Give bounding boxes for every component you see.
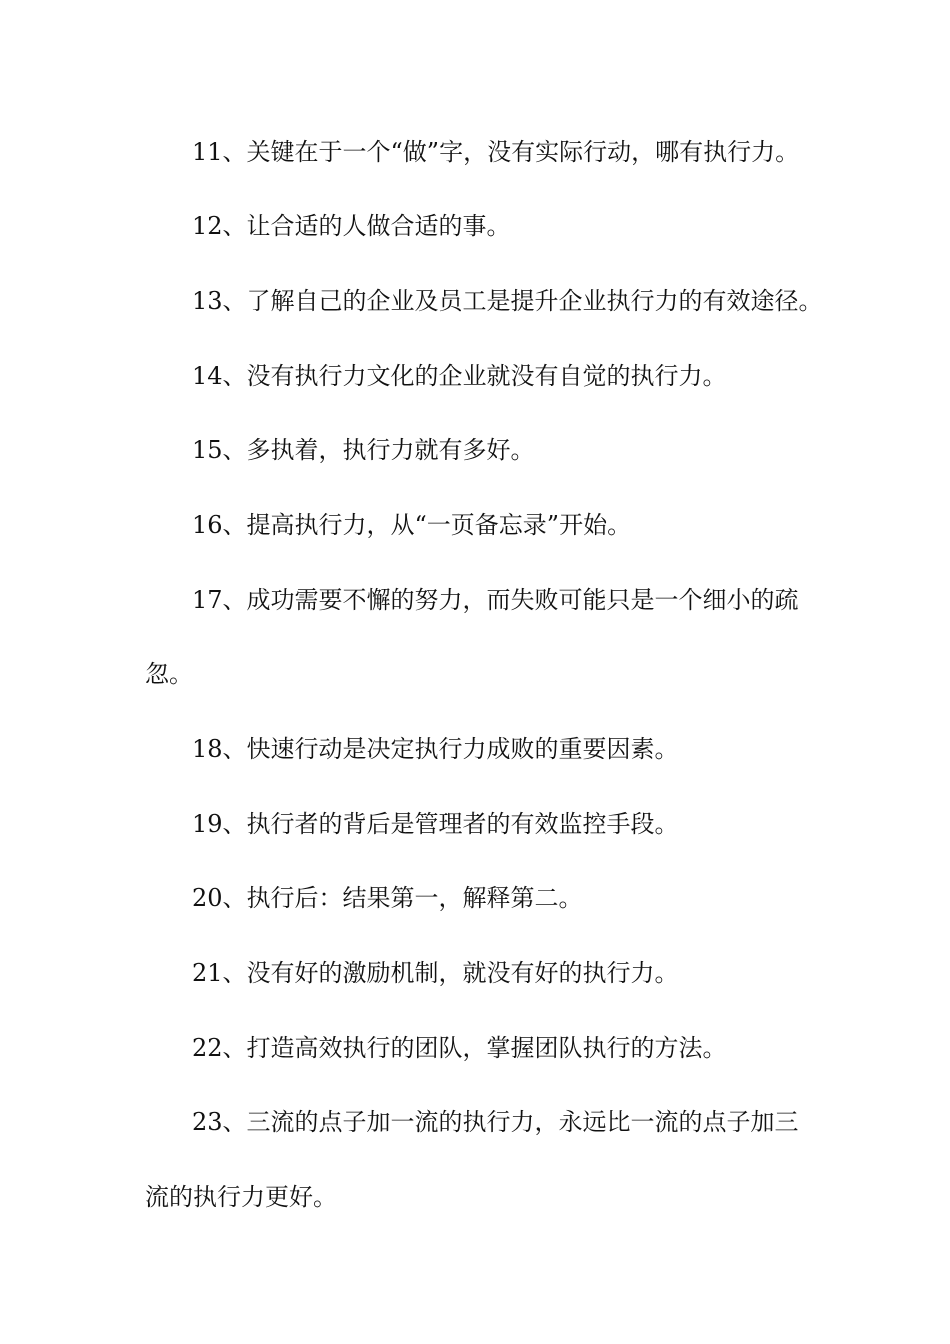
paragraph-18: 18、快速行动是决定执行力成败的重要因素。 (192, 735, 679, 763)
paragraph-17-line-2: 忽。 (145, 660, 193, 688)
paragraph-20: 20、执行后：结果第一，解释第二。 (192, 884, 583, 912)
paragraph-23-line-1: 23、三流的点子加一流的执行力，永远比一流的点子加三 (192, 1108, 799, 1136)
paragraph-15: 15、多执着，执行力就有多好。 (192, 436, 535, 464)
paragraph-14: 14、没有执行力文化的企业就没有自觉的执行力。 (192, 362, 727, 390)
paragraph-21: 21、没有好的激励机制，就没有好的执行力。 (192, 959, 679, 987)
paragraph-22: 22、打造高效执行的团队，掌握团队执行的方法。 (192, 1034, 727, 1062)
paragraph-23-line-2: 流的执行力更好。 (145, 1183, 337, 1211)
paragraph-19: 19、执行者的背后是管理者的有效监控手段。 (192, 810, 679, 838)
paragraph-11: 11、关键在于一个“做”字，没有实际行动，哪有执行力。 (192, 138, 800, 166)
paragraph-12: 12、让合适的人做合适的事。 (192, 212, 511, 240)
paragraph-17-line-1: 17、成功需要不懈的努力，而失败可能只是一个细小的疏 (192, 586, 799, 614)
paragraph-13: 13、了解自己的企业及员工是提升企业执行力的有效途径。 (192, 287, 823, 315)
paragraph-16: 16、提高执行力，从“一页备忘录”开始。 (192, 511, 632, 539)
